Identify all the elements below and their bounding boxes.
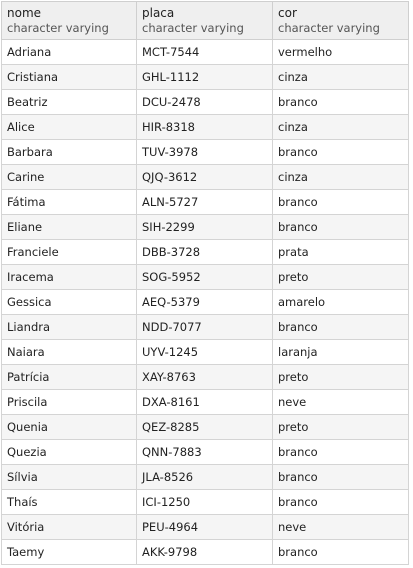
cell-placa[interactable]: QNN-7883 — [137, 440, 273, 465]
cell-placa[interactable]: DXA-8161 — [137, 390, 273, 415]
cell-placa[interactable]: SOG-5952 — [137, 265, 273, 290]
cell-placa[interactable]: QJQ-3612 — [137, 165, 273, 190]
table-row[interactable] — [2, 265, 409, 290]
cell-nome[interactable]: Beatriz — [2, 90, 137, 115]
cell-placa[interactable]: MCT-7544 — [137, 40, 273, 65]
cell-nome[interactable]: Alice — [2, 115, 137, 140]
table-row[interactable] — [2, 165, 409, 190]
table-row[interactable] — [2, 115, 409, 140]
cell-nome[interactable]: Franciele — [2, 240, 137, 265]
cell-cor[interactable]: branco — [273, 490, 409, 515]
cell-cor[interactable]: cinza — [273, 65, 409, 90]
cell-placa[interactable]: DCU-2478 — [137, 90, 273, 115]
column-type: character varying — [278, 20, 380, 35]
cell-cor[interactable]: laranja — [273, 340, 409, 365]
cell-nome[interactable]: Taemy — [2, 540, 137, 565]
column-type: character varying — [142, 20, 244, 35]
cell-cor[interactable]: branco — [273, 140, 409, 165]
cell-nome[interactable]: Barbara — [2, 140, 137, 165]
cell-nome[interactable]: Naiara — [2, 340, 137, 365]
cell-nome[interactable]: Liandra — [2, 315, 137, 340]
table-row[interactable] — [2, 315, 409, 340]
cell-nome[interactable]: Priscila — [2, 390, 137, 415]
cell-placa[interactable]: AEQ-5379 — [137, 290, 273, 315]
cell-nome[interactable]: Quenia — [2, 415, 137, 440]
cell-nome[interactable]: Iracema — [2, 265, 137, 290]
table-row[interactable] — [2, 290, 409, 315]
table-row[interactable] — [2, 215, 409, 240]
table-row[interactable] — [2, 40, 409, 65]
table-row[interactable] — [2, 440, 409, 465]
cell-nome[interactable]: Patrícia — [2, 365, 137, 390]
cell-nome[interactable]: Cristiana — [2, 65, 137, 90]
cell-nome[interactable]: Carine — [2, 165, 137, 190]
cell-nome[interactable]: Vitória — [2, 515, 137, 540]
table-row[interactable] — [2, 540, 409, 565]
cell-placa[interactable]: HIR-8318 — [137, 115, 273, 140]
cell-cor[interactable]: preto — [273, 415, 409, 440]
column-type: character varying — [7, 20, 109, 35]
cell-cor[interactable]: neve — [273, 515, 409, 540]
table-row[interactable] — [2, 515, 409, 540]
cell-nome[interactable]: Sílvia — [2, 465, 137, 490]
cell-placa[interactable]: QEZ-8285 — [137, 415, 273, 440]
cell-cor[interactable]: prata — [273, 240, 409, 265]
cell-cor[interactable]: branco — [273, 465, 409, 490]
cell-cor[interactable]: branco — [273, 315, 409, 340]
cell-placa[interactable]: JLA-8526 — [137, 465, 273, 490]
table-row[interactable] — [2, 415, 409, 440]
table-row[interactable] — [2, 490, 409, 515]
table-row[interactable] — [2, 240, 409, 265]
table-row[interactable] — [2, 340, 409, 365]
cell-cor[interactable]: amarelo — [273, 290, 409, 315]
cell-placa[interactable]: UYV-1245 — [137, 340, 273, 365]
cell-placa[interactable]: TUV-3978 — [137, 140, 273, 165]
cell-cor[interactable]: branco — [273, 440, 409, 465]
cell-cor[interactable]: cinza — [273, 165, 409, 190]
cell-placa[interactable]: DBB-3728 — [137, 240, 273, 265]
table-row[interactable] — [2, 465, 409, 490]
cell-cor[interactable]: neve — [273, 390, 409, 415]
cell-cor[interactable]: branco — [273, 540, 409, 565]
cell-cor[interactable]: branco — [273, 190, 409, 215]
cell-placa[interactable]: AKK-9798 — [137, 540, 273, 565]
header-row — [2, 2, 409, 40]
cell-cor[interactable]: cinza — [273, 115, 409, 140]
cell-placa[interactable]: SIH-2299 — [137, 215, 273, 240]
table-row[interactable] — [2, 190, 409, 215]
cell-cor[interactable]: preto — [273, 265, 409, 290]
table-row[interactable] — [2, 365, 409, 390]
cell-placa[interactable]: XAY-8763 — [137, 365, 273, 390]
cell-nome[interactable]: Thaís — [2, 490, 137, 515]
column-name: cor — [278, 5, 297, 20]
cell-placa[interactable]: ICI-1250 — [137, 490, 273, 515]
cell-placa[interactable]: PEU-4964 — [137, 515, 273, 540]
cell-nome[interactable]: Adriana — [2, 40, 137, 65]
cell-nome[interactable]: Eliane — [2, 215, 137, 240]
result-table — [1, 1, 409, 565]
table-row[interactable] — [2, 90, 409, 115]
cell-placa[interactable]: NDD-7077 — [137, 315, 273, 340]
query-result-grid — [1, 1, 408, 565]
cell-placa[interactable]: ALN-5727 — [137, 190, 273, 215]
column-header-nome[interactable] — [2, 2, 137, 40]
cell-nome[interactable]: Gessica — [2, 290, 137, 315]
column-name: placa — [142, 5, 175, 20]
column-name: nome — [7, 5, 42, 20]
column-header-cor[interactable] — [273, 2, 409, 40]
cell-placa[interactable]: GHL-1112 — [137, 65, 273, 90]
cell-cor[interactable]: vermelho — [273, 40, 409, 65]
cell-nome[interactable]: Quezia — [2, 440, 137, 465]
table-row[interactable] — [2, 65, 409, 90]
cell-cor[interactable]: branco — [273, 215, 409, 240]
column-header-placa[interactable] — [137, 2, 273, 40]
cell-cor[interactable]: preto — [273, 365, 409, 390]
table-row[interactable] — [2, 390, 409, 415]
cell-cor[interactable]: branco — [273, 90, 409, 115]
table-row[interactable] — [2, 140, 409, 165]
cell-nome[interactable]: Fátima — [2, 190, 137, 215]
result-rows — [2, 40, 409, 565]
